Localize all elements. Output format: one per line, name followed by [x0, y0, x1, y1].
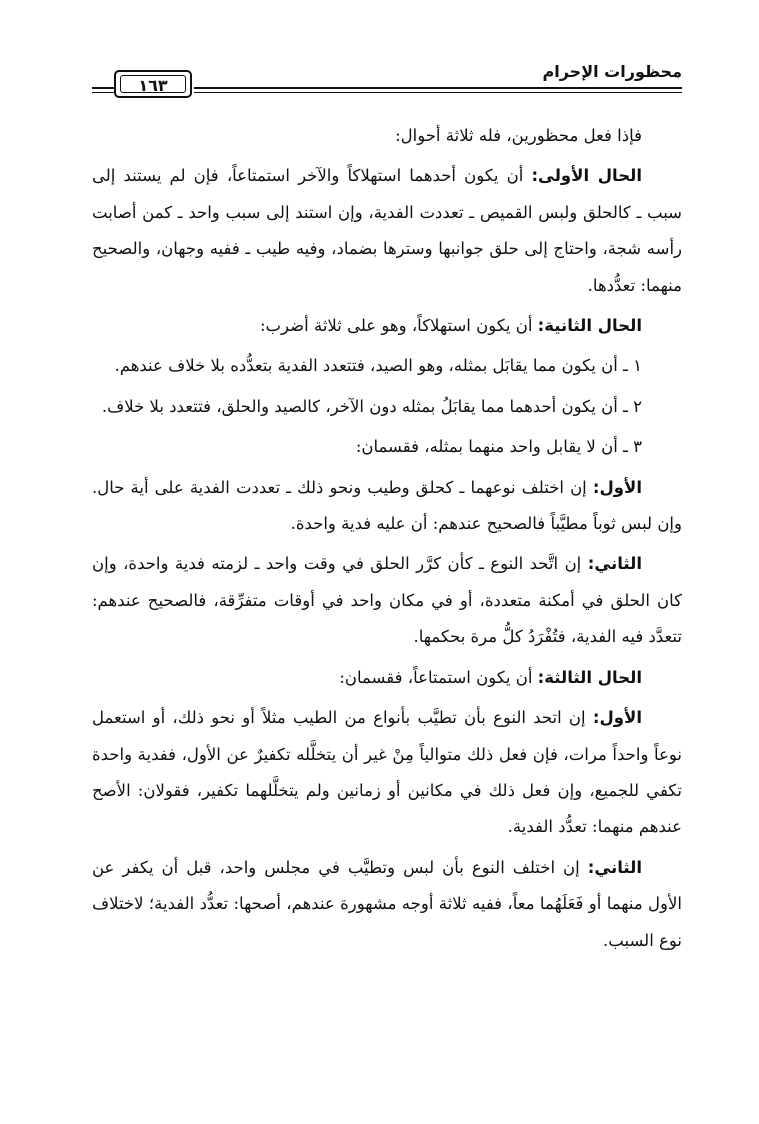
paragraph	[92, 700, 682, 846]
paragraph	[92, 470, 682, 543]
paragraph-text: إن اتحد النوع بأن تطيَّب بأنواع من الطيب مثلاً أو نحو ذلك، أو استعمل نوعاً واحداً مرات، فإن فعل ذلك متوالياً مِنْ غير أن يتخلَّله تكفيرٌ عن الأول، ففدية واحدة تكفي للجميع، وإن فعل ذلك في مكانين أو زمانين ولم يتخلَّلهما تكفير، فقولان: الأصح عندهم منهما: تعدُّد الفدية.	[92, 708, 682, 837]
page-body	[92, 118, 682, 1078]
paragraph	[92, 546, 682, 655]
running-title: محظورات الإحرام	[542, 62, 682, 81]
paragraph-text: فإذا فعل محظورين، فله ثلاثة أحوال:	[395, 126, 642, 145]
paragraph-text: أن يكون استمتاعاً، فقسمان:	[339, 667, 538, 687]
page-number: ١٦٣	[138, 76, 168, 95]
header-rule-left-thin	[92, 92, 114, 93]
paragraph-text: أن يكون استهلاكاً، وهو على ثلاثة أضرب:	[259, 316, 538, 336]
paragraph	[92, 389, 682, 425]
paragraph-heading: الأول:	[592, 477, 642, 497]
paragraph-heading: الحال الثالثة:	[537, 667, 642, 687]
paragraph	[92, 118, 682, 154]
paragraph-text: إن اختلف نوعهما ـ كحلق وطيب ونحو ذلك ـ تعددت الفدية على أية حال. وإن لبس ثوباً مطيَّباً فالصحيح عندهم: أن عليه فدية واحدة.	[92, 477, 682, 534]
paragraph-text: ٢ ـ أن يكون أحدهما مما يقابَلُ بمثله دون الآخر، كالصيد والحلق، فتتعدد بلا خلاف.	[101, 396, 642, 416]
page-header	[92, 60, 682, 100]
paragraph	[92, 348, 682, 384]
paragraph	[92, 850, 682, 959]
paragraph-text: إن اختلف النوع بأن لبس وتطيَّب في مجلس واحد، قبل أن يكفر عن الأول منهما أو فَعَلَهُما معاً، ففيه ثلاثة أوجه مشهورة عندهم، أصحها: تعدُّد الفدية؛ لاختلاف نوع السبب.	[92, 857, 682, 950]
paragraph-text: إن اتَّحد النوع ـ كأن كرَّر الحلق في وقت واحد ـ لزمته فدية واحدة، وإن كان الحلق في أمكنة متعددة، أو في مكان واحد في أوقات متفرِّقة، فالصحيح عندهم: تتعدَّد فيه الفدية، فتُفْرَدُ كلُّ مرة بحكمها.	[92, 554, 682, 647]
paragraph-heading: الأول:	[592, 708, 642, 728]
paragraph	[92, 660, 682, 696]
paragraph-heading: الحال الثانية:	[537, 316, 642, 336]
page-number-frame	[114, 70, 192, 98]
paragraph	[92, 158, 682, 304]
paragraph-heading: الثاني:	[587, 554, 642, 574]
paragraph	[92, 429, 682, 465]
header-rule-thick	[194, 87, 682, 89]
paragraph-heading: الحال الأولى:	[531, 166, 642, 186]
paragraph-text: أن يكون أحدهما استهلاكاً والآخر استمتاعاً، فإن لم يستند إلى سبب ـ كالحلق ولبس القميص ـ تعددت الفدية، وإن استند إلى سبب واحد ـ كمن أصابت رأسه شجة، واحتاج إلى حلق جوانبها وسترها بضماد، وفيه طيب ـ ففيه وجهان، والصحيح منهما: تعدُّدها.	[92, 166, 682, 295]
header-rule-left-thick	[92, 87, 114, 89]
paragraph-text: ١ ـ أن يكون مما يقابَل بمثله، وهو الصيد، فتتعدد الفدية بتعدُّده بلا خلاف عندهم.	[114, 356, 642, 376]
header-rule-thin	[194, 92, 682, 93]
paragraph-text: ٣ ـ أن لا يقابل واحد منهما بمثله، فقسمان:	[355, 437, 642, 457]
paragraph-heading: الثاني:	[587, 857, 642, 877]
page-number-inner-frame	[120, 75, 186, 93]
paragraph	[92, 308, 682, 344]
